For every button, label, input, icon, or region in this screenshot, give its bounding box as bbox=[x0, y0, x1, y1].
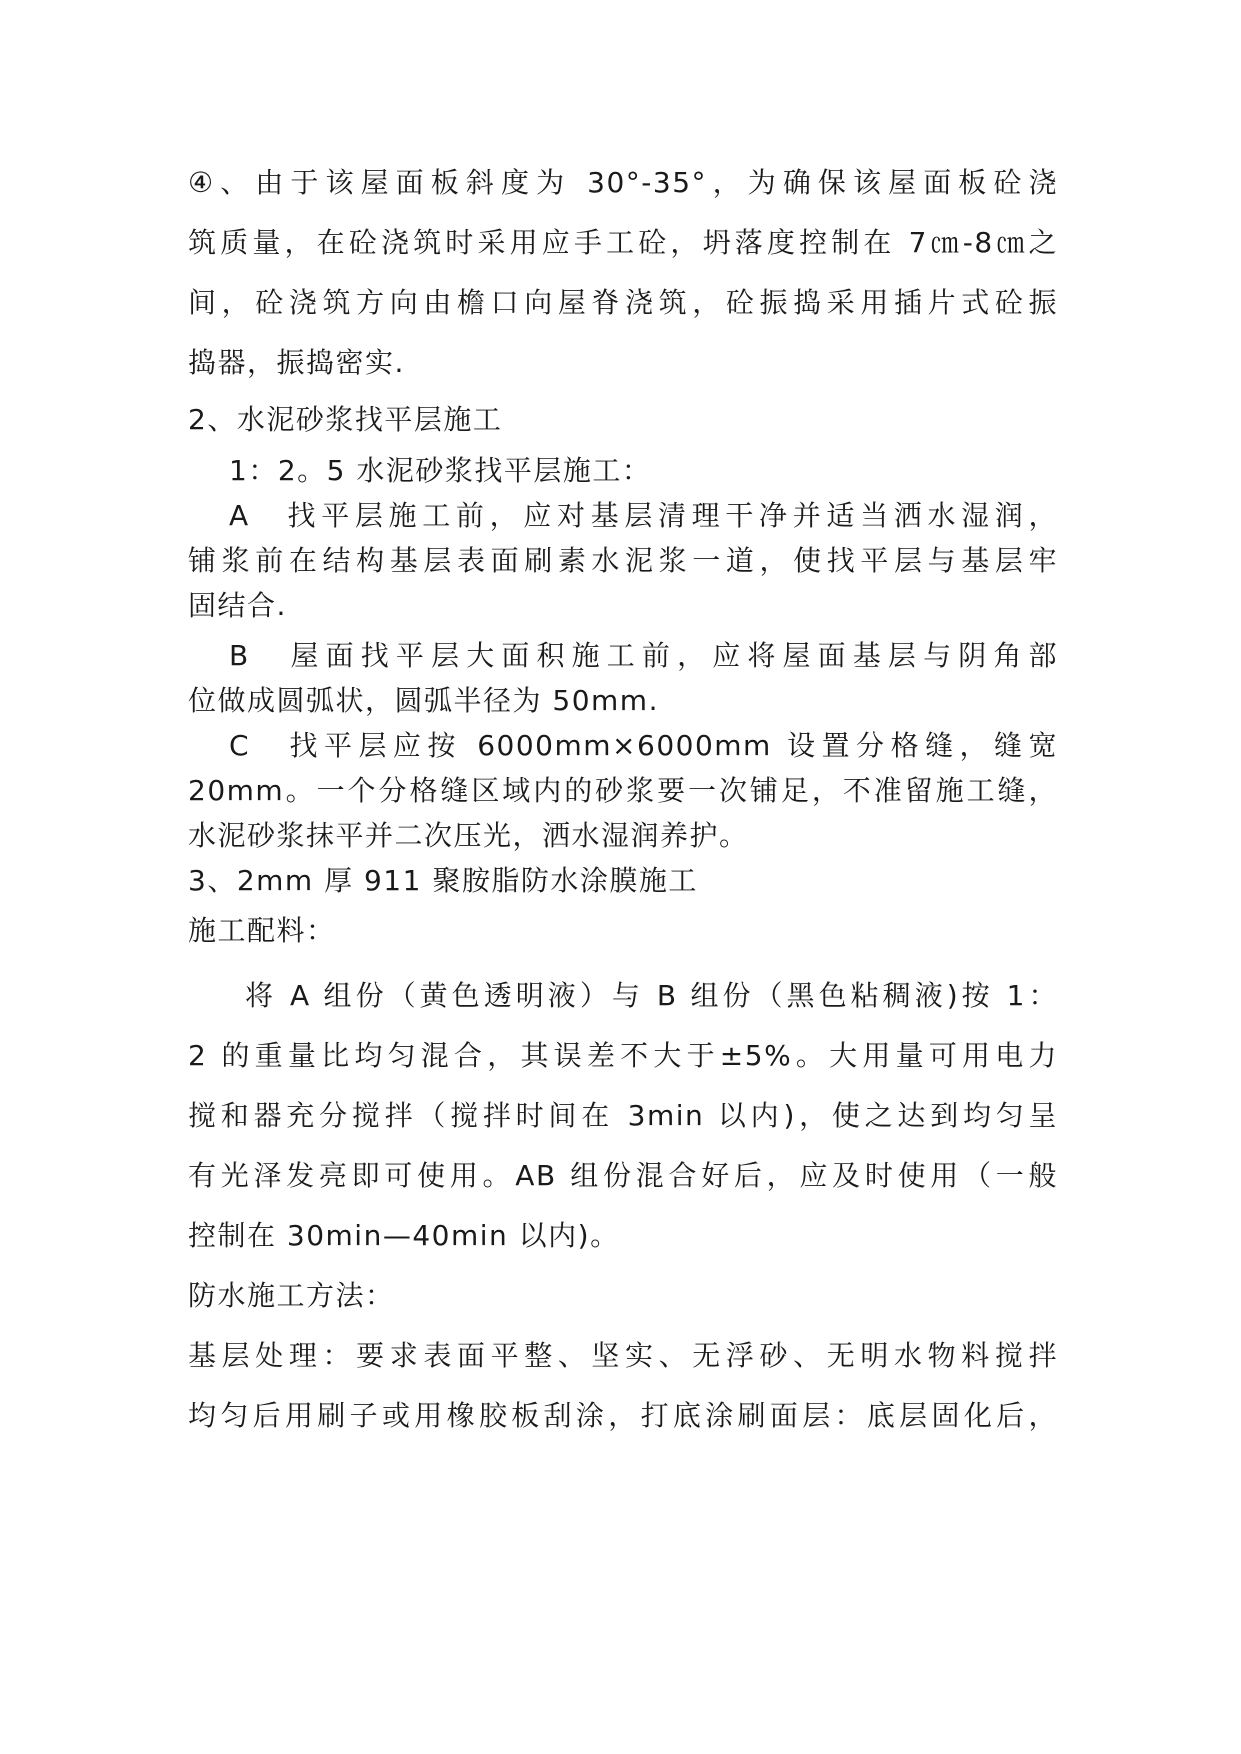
paragraph-line: 有光泽发亮即可使用。AB 组份混合好后，应及时使用（一般 bbox=[188, 1159, 1058, 1192]
subheading: 施工配料： bbox=[188, 914, 336, 947]
subheading: 防水施工方法： bbox=[188, 1279, 395, 1312]
paragraph-line: 将 A 组份（黄色透明液）与 B 组份（黑色粘稠液)按 1： bbox=[245, 979, 1058, 1012]
paragraph-line: 水泥砂浆抹平并二次压光，洒水湿润养护。 bbox=[188, 819, 749, 852]
paragraph-line: 固结合. bbox=[188, 589, 287, 622]
paragraph-line: 1：2。5 水泥砂浆找平层施工： bbox=[229, 454, 652, 487]
paragraph-line: 捣器，振捣密实. bbox=[188, 346, 405, 379]
paragraph-line: C 找平层应按 6000mm×6000mm 设置分格缝，缝宽 bbox=[229, 729, 1058, 762]
paragraph-line: 搅和器充分搅拌（搅拌时间在 3min 以内)，使之达到均匀呈 bbox=[188, 1099, 1058, 1132]
paragraph-line: 均匀后用刷子或用橡胶板刮涂，打底涂刷面层：底层固化后， bbox=[188, 1399, 1058, 1432]
paragraph-line: 20mm。一个分格缝区域内的砂浆要一次铺足，不准留施工缝， bbox=[188, 774, 1058, 807]
paragraph-line: 筑质量，在砼浇筑时采用应手工砼，坍落度控制在 7㎝-8㎝之 bbox=[188, 226, 1058, 259]
paragraph-line: 位做成圆弧状，圆弧半径为 50mm. bbox=[188, 684, 659, 717]
paragraph-line: B 屋面找平层大面积施工前，应将屋面基层与阴角部 bbox=[229, 639, 1058, 672]
paragraph-line: 控制在 30min—40min 以内)。 bbox=[188, 1219, 620, 1252]
paragraph-line: 基层处理：要求表面平整、坚实、无浮砂、无明水物料搅拌 bbox=[188, 1339, 1058, 1372]
paragraph-line: ④、由于该屋面板斜度为 30°-35°，为确保该屋面板砼浇 bbox=[188, 166, 1058, 199]
section-heading: 2、水泥砂浆找平层施工 bbox=[188, 403, 503, 436]
paragraph-line: 间，砼浇筑方向由檐口向屋脊浇筑，砼振捣采用插片式砼振 bbox=[188, 286, 1058, 319]
section-heading: 3、2mm 厚 911 聚胺脂防水涂膜施工 bbox=[188, 864, 698, 897]
paragraph-line: 铺浆前在结构基层表面刷素水泥浆一道，使找平层与基层牢 bbox=[188, 544, 1058, 577]
paragraph-line: 2 的重量比均匀混合，其误差不大于±5%。大用量可用电力 bbox=[188, 1039, 1058, 1072]
paragraph-line: A 找平层施工前，应对基层清理干净并适当洒水湿润， bbox=[229, 499, 1058, 532]
